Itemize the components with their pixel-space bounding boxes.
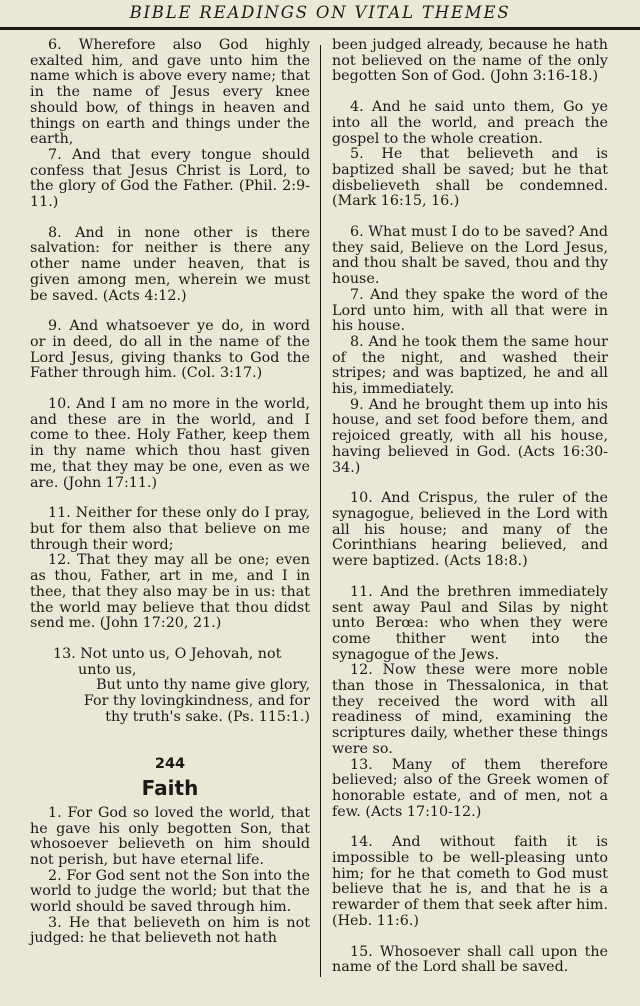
verse: 8. And in none other is there salvation: for neither is there any other name under heaven, that is given among men, wherein we must be saved. (Acts 4:12.)	[30, 224, 310, 304]
verse: 2. For God sent not the Son into the world to judge the world; but that the world should be saved through him.	[30, 867, 310, 916]
verse: 1. For God so loved the world, that he gave his only begotten Son, that whosoever believeth on him should not perish, but have eternal life.	[30, 804, 310, 868]
verse: 7. And they spake the word of the Lord unto him, with all that were in his house.	[332, 286, 608, 335]
verse: 6. What must I do to be saved? And they said, Believe on the Lord Jesus, and thou shalt be saved, thou and thy house.	[332, 224, 608, 288]
header-rule	[0, 27, 640, 30]
verse: 12. Now these were more noble than those in Thessalonica, in that they received the word with all readiness of mind, examining the scriptures daily, whether these things were so.	[332, 662, 608, 757]
verse: 13. Many of them therefore believed; also of the Greek women of honorable estate, and of men, not a few. (Acts 17:10-12.)	[332, 756, 608, 820]
verse: 14. And without faith it is impossible to be well-pleasing unto him; for he that cometh to God must believe that he is, and that he is a rewarder of them that seek after him. (Heb. 11:6.)	[332, 834, 608, 929]
verse: 11. And the brethren immediately sent away Paul and Silas by night unto Berœa: who when they were come thither went into the synagogue of the Jews.	[332, 583, 608, 663]
column-divider	[320, 45, 321, 977]
verse-continuation: been judged already, because he hath not believed on the name of the only begotten Son of God. (John 3:16-18.)	[332, 37, 608, 85]
verse: 8. And he took them the same hour of the night, and washed their stripes; and was baptized, he and all his, immediately.	[332, 333, 608, 398]
section-title: Faith	[141, 776, 199, 801]
verse: 10. And Crispus, the ruler of the synagogue, believed in the Lord with all his house; and many of the Corinthians hearing believed, and were baptized. (Acts 18:8.)	[332, 490, 608, 570]
verse: 6. Wherefore also God highly exalted him, and gave unto him the name which is above every name; that in the name of Jesus every knee should bow, of things in heaven and things on earth and things under the earth,	[30, 37, 310, 148]
verse: 9. And whatsoever ye do, in word or in deed, do all in the name of the Lord Jesus, giving thanks to God the Father through him. (Col. 3:17.)	[30, 318, 310, 382]
poem-line: unto us,	[78, 661, 137, 678]
poem-line: thy truth's sake. (Ps. 115:1.)	[105, 708, 310, 725]
verse: 12. That they may all be one; even as thou, Father, art in me, and I in thee, that they also may be in us: that the world may believe that thou didst send me. (John 17:20, 21.)	[30, 552, 310, 632]
running-header: BIBLE READINGS ON VITAL THEMES	[129, 3, 511, 22]
poem-line: 13. Not unto us, O Jehovah, not	[53, 645, 282, 662]
verse: 4. And he said unto them, Go ye into all the world, and preach the gospel to the whole creation.	[332, 99, 608, 147]
poem-line: For thy lovingkindness, and for	[83, 693, 310, 710]
verse: 11. Neither for these only do I pray, but for them also that believe on me through their word;	[30, 505, 310, 553]
right-column	[332, 38, 608, 976]
left-column	[30, 38, 310, 947]
section-number: 244	[154, 756, 186, 773]
verse: 5. He that believeth and is baptized shall be saved; but he that disbelieveth shall be condemned. (Mark 16:15, 16.)	[332, 146, 608, 210]
verse: 9. And he brought them up into his house, and set food before them, and rejoiced greatly, with all his house, having believed in God. (Acts 16:30-34.)	[332, 396, 608, 476]
verse: 3. He that believeth on him is not judged: he that believeth not hath	[30, 914, 310, 947]
verse: 10. And I am no more in the world, and these are in the world, and I come to thee. Holy Father, keep them in thy name which thou hast given me, that they may be one, even as we are. (John 17:11.)	[30, 396, 310, 491]
verse: 15. Whosoever shall call upon the name of the Lord shall be saved.	[332, 943, 608, 976]
psalm-verse	[53, 647, 310, 726]
poem-line: But unto thy name give glory,	[96, 677, 310, 694]
verse: 7. And that every tongue should confess that Jesus Christ is Lord, to the glory of God the Father. (Phil. 2:9-11.)	[30, 146, 310, 211]
